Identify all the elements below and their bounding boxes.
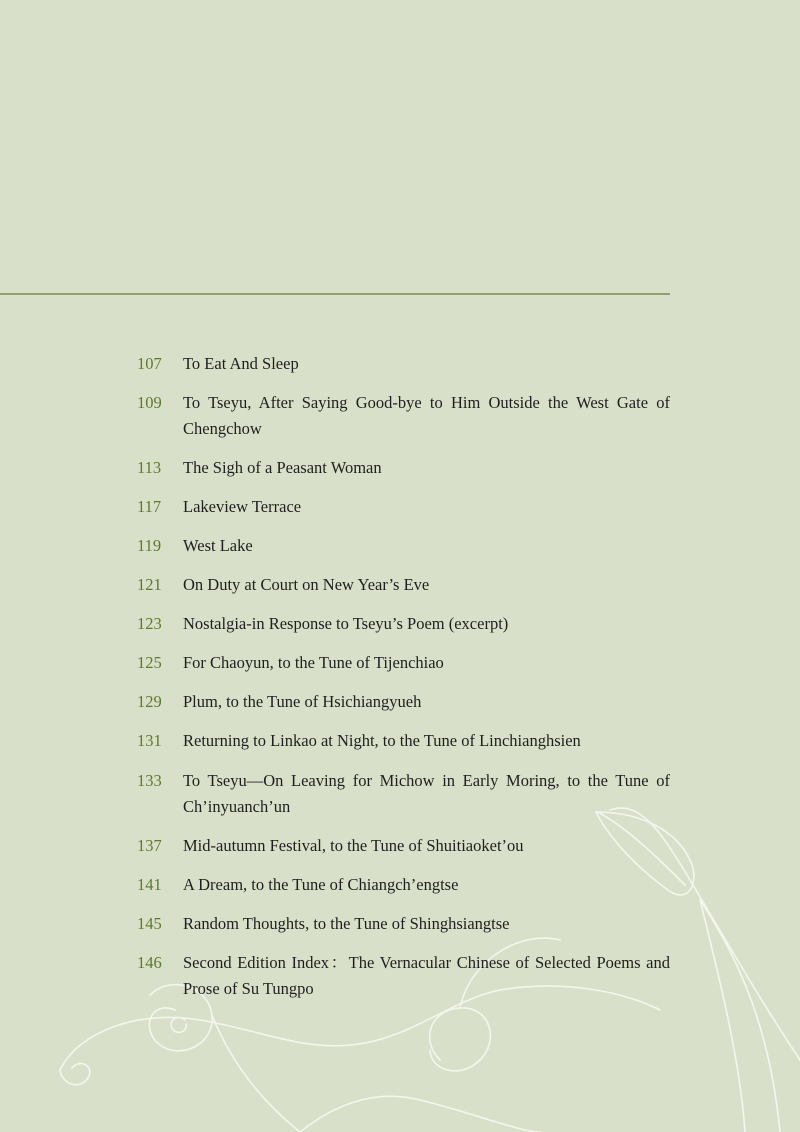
toc-title: A Dream, to the Tune of Chiangch’engtse: [183, 875, 459, 894]
ornament-leaf-large: [700, 900, 780, 1132]
toc-page-number: 137: [137, 836, 162, 855]
toc-page-number: 117: [137, 497, 162, 516]
toc-title: West Lake: [183, 536, 253, 555]
toc-page-number: 125: [137, 653, 162, 672]
toc-page-number: 141: [137, 875, 162, 894]
toc-page-number: 121: [137, 575, 162, 594]
toc-title: Nostalgia-in Response to Tseyu’s Poem (excerpt): [183, 614, 509, 633]
toc-page-number: 123: [137, 614, 162, 633]
toc-page-number: 131: [137, 731, 162, 750]
toc-title: For Chaoyun, to the Tune of Tijenchiao: [183, 653, 444, 672]
toc-page-number: 107: [137, 354, 162, 373]
toc-page-number: 133: [137, 771, 162, 790]
horizontal-rule: [0, 293, 670, 295]
toc-page-number: 113: [137, 458, 162, 477]
toc-page-number: 129: [137, 692, 162, 711]
toc-title: To Eat And Sleep: [183, 354, 299, 373]
toc-title: To Tseyu—On Leaving for Michow in Early Moring, to the Tune of Ch’inyuanch’un: [183, 771, 670, 816]
toc-title: The Sigh of a Peasant Woman: [183, 458, 382, 477]
toc-title: Lakeview Terrace: [183, 497, 302, 516]
toc-title: Mid-autumn Festival, to the Tune of Shuitiaoket’ou: [183, 836, 524, 855]
toc-title: Plum, to the Tune of Hsichiangyueh: [183, 692, 422, 711]
toc-title: Second Edition Index：The Vernacular Chinese of Selected Poems and Prose of Su Tungpo: [183, 953, 670, 998]
toc-page-number: 146: [137, 953, 162, 972]
toc-title: Random Thoughts, to the Tune of Shinghsiangtse: [183, 914, 510, 933]
toc-title: To Tseyu, After Saying Good-bye to Him Outside the West Gate of Chengchow: [183, 393, 670, 438]
toc-title: Returning to Linkao at Night, to the Tune of Linchianghsien: [183, 731, 581, 750]
toc-page-number: 145: [137, 914, 162, 933]
toc-page-number: 119: [137, 536, 162, 555]
ornament-curl: [430, 1008, 491, 1071]
toc-page-number: 109: [137, 393, 162, 412]
toc-title: On Duty at Court on New Year’s Eve: [183, 575, 430, 594]
